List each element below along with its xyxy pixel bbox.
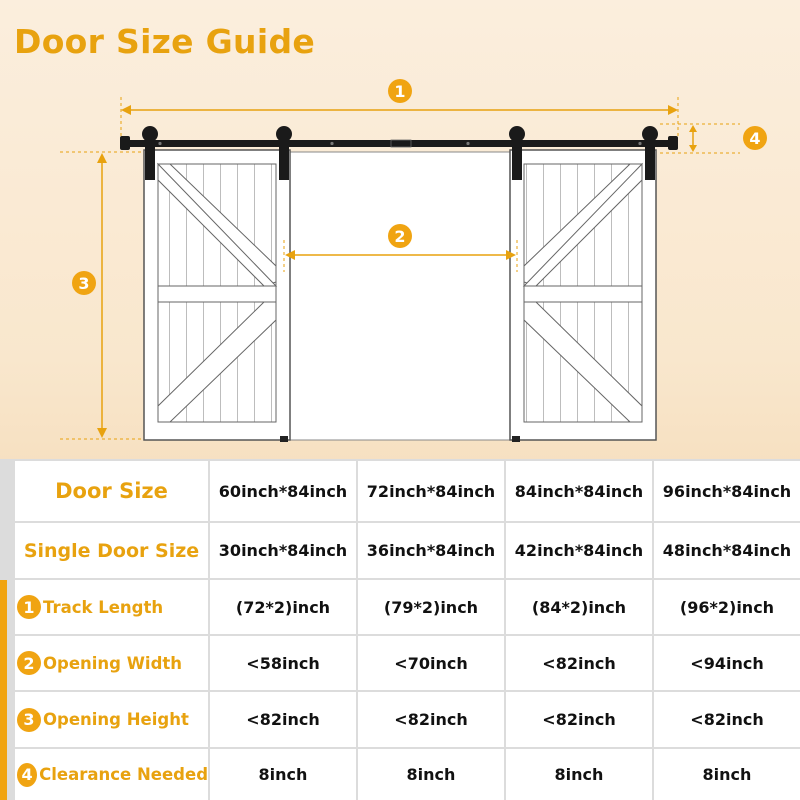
table-cell xyxy=(358,580,504,634)
clearance-label-cell xyxy=(15,749,208,800)
opening-height-value: <82inch xyxy=(690,710,764,729)
size-table xyxy=(0,459,800,800)
table-cell xyxy=(506,523,652,578)
door-size-84: 84inch*84inch xyxy=(514,481,644,501)
track-length-label-cell xyxy=(15,580,208,634)
left-door xyxy=(144,150,290,440)
opening-height-value: <82inch xyxy=(394,710,468,729)
table-cell xyxy=(210,636,356,690)
floor-guide-left xyxy=(280,436,288,442)
door-size-96: 96inch*84inch xyxy=(662,481,792,501)
table-cell xyxy=(358,523,504,578)
table-cell xyxy=(358,749,504,800)
door-size-72: 72inch*84inch xyxy=(366,481,496,501)
marker-1-badge: 1 xyxy=(17,595,41,619)
marker-3-number: 3 xyxy=(78,274,90,293)
door-size-label: Door Size xyxy=(55,479,168,503)
track-length-value: (79*2)inch xyxy=(383,597,479,617)
table-cell xyxy=(210,749,356,800)
single-size-48: 48inch*84inch xyxy=(662,541,792,560)
door-size-label-cell xyxy=(15,461,208,521)
single-size-36: 36inch*84inch xyxy=(366,541,496,560)
clearance-value: 8inch xyxy=(702,765,752,784)
table-cell xyxy=(654,523,800,578)
table-cell xyxy=(654,461,800,521)
table-cell xyxy=(506,749,652,800)
clearance-value: 8inch xyxy=(258,765,308,784)
clearance-label: Clearance Needed xyxy=(39,765,208,784)
marker-4-number: 4 xyxy=(749,129,761,148)
table-cell xyxy=(210,692,356,747)
table-cell xyxy=(210,461,356,521)
door-opening xyxy=(288,152,512,440)
track-length-value: (84*2)inch xyxy=(531,597,627,617)
marker-2-badge: 2 xyxy=(17,651,41,675)
track-length-label: Track Length xyxy=(43,597,164,617)
track-length-value: (72*2)inch xyxy=(235,597,331,617)
single-size-42: 42inch*84inch xyxy=(514,541,644,560)
table-cell xyxy=(654,692,800,747)
page-title: Door Size Guide xyxy=(14,22,316,61)
table-cell xyxy=(506,692,652,747)
accent-bar xyxy=(0,580,7,800)
marker-3-badge: 3 xyxy=(17,708,41,732)
door-size-60: 60inch*84inch xyxy=(218,481,348,501)
clearance-value: 8inch xyxy=(554,765,604,784)
table-cell xyxy=(506,461,652,521)
table-cell xyxy=(654,749,800,800)
table-cell xyxy=(654,636,800,690)
table-cell xyxy=(654,580,800,634)
right-door xyxy=(510,150,656,440)
single-size-30: 30inch*84inch xyxy=(218,541,348,560)
opening-width-value: <82inch xyxy=(542,653,616,673)
opening-width-label-cell xyxy=(15,636,208,690)
table-cell xyxy=(210,523,356,578)
table-cell xyxy=(210,580,356,634)
marker-2-number: 2 xyxy=(394,227,406,246)
track-length-value: (96*2)inch xyxy=(679,597,775,617)
opening-height-value: <82inch xyxy=(246,710,320,729)
opening-width-value: <58inch xyxy=(246,653,320,673)
opening-width-label: Opening Width xyxy=(43,653,183,673)
table-cell xyxy=(358,636,504,690)
marker-4-badge: 4 xyxy=(17,763,37,787)
table-cell xyxy=(358,461,504,521)
opening-height-label: Opening Height xyxy=(43,710,189,729)
single-door-size-label: Single Door Size xyxy=(23,539,200,562)
opening-width-value: <70inch xyxy=(394,653,468,673)
single-door-size-label-cell xyxy=(15,523,208,578)
table-cell xyxy=(506,580,652,634)
opening-height-label-cell xyxy=(15,692,208,747)
clearance-value: 8inch xyxy=(406,765,456,784)
floor-guide-right xyxy=(512,436,520,442)
dimension-opening-height xyxy=(60,152,144,439)
opening-width-value: <94inch xyxy=(690,653,764,673)
opening-height-value: <82inch xyxy=(542,710,616,729)
marker-1-number: 1 xyxy=(394,82,406,101)
table-cell xyxy=(358,692,504,747)
track-rail xyxy=(120,136,678,150)
table-cell xyxy=(506,636,652,690)
